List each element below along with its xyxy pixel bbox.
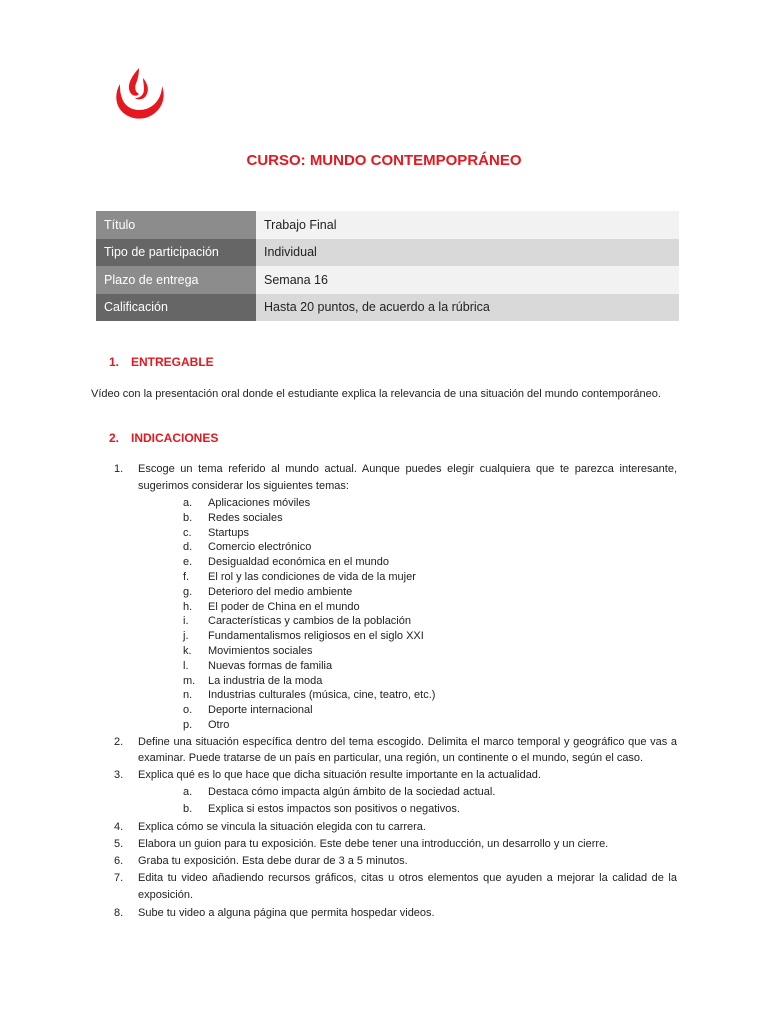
item-number: 4. (114, 820, 124, 833)
item-text: Explica qué es lo que hace que dicha situación resulte importante en la actualidad. (138, 768, 541, 781)
sub-text: Explica si estos impactos son positivos o negativos. (208, 802, 460, 815)
sublist-item (183, 801, 677, 818)
row-label: Plazo de entrega (96, 266, 256, 294)
sub-text: Desigualdad económica en el mundo (208, 556, 390, 569)
deliverable-description: Vídeo con la presentación oral donde el estudiante explica la relevancia de una situación del mundo contemporáneo. (91, 388, 661, 400)
item-number: 8. (114, 906, 124, 919)
sub-letter: c. (183, 526, 192, 539)
sub-letter: n. (183, 689, 193, 702)
sublist-item (183, 511, 677, 526)
sublist-item (183, 629, 677, 644)
sub-text: Industrias culturales (música, cine, teatro, etc.) (208, 689, 436, 702)
sublist-item (183, 526, 677, 541)
row-label: Calificación (96, 294, 256, 322)
university-logo (110, 64, 168, 122)
row-value: Hasta 20 puntos, de acuerdo a la rúbrica (256, 294, 679, 322)
sub-letter: l. (183, 659, 189, 672)
course-title: CURSO: MUNDO CONTEMPOPRÁNEO (246, 152, 522, 169)
sub-letter: o. (183, 704, 193, 717)
sub-letter: k. (183, 644, 192, 657)
item-number: 3. (114, 768, 124, 781)
item-text: Elabora un guion para tu exposición. Este debe tener una introducción, un desarrollo y un cierre. (138, 837, 609, 850)
sublist-item (183, 659, 677, 674)
assignment-info-table (96, 211, 679, 321)
item-text: Escoge un tema referido al mundo actual. Aunque puedes elegir cualquiera que te parezca interesante, sugerimos considerar los siguientes temas: (138, 463, 677, 492)
table-row (96, 211, 679, 239)
sub-text: Fundamentalismos religiosos en el siglo XXI (208, 630, 424, 643)
section-heading-entregable (109, 355, 214, 369)
sub-letter: j. (183, 630, 189, 643)
sublist-item (183, 784, 677, 801)
sub-letter: a. (183, 785, 193, 798)
table-row (96, 294, 679, 322)
sublist-item (183, 496, 677, 511)
sub-letter: p. (183, 718, 193, 731)
sublist-item (183, 718, 677, 733)
row-label: Tipo de participación (96, 239, 256, 267)
sub-text: Destaca cómo impacta algún ámbito de la sociedad actual. (208, 785, 496, 798)
sublist-item (183, 540, 677, 555)
item-number: 2. (114, 735, 124, 748)
list-item (114, 853, 677, 869)
list-item (114, 870, 677, 904)
row-value: Semana 16 (256, 266, 679, 294)
sublist-item (183, 614, 677, 629)
row-value: Individual (256, 239, 679, 267)
list-item (114, 905, 677, 921)
sublist-item (183, 600, 677, 615)
sublist-item (183, 570, 677, 585)
sub-steps (183, 784, 677, 818)
sub-letter: b. (183, 511, 193, 524)
sub-letter: b. (183, 802, 193, 815)
section-title: ENTREGABLE (131, 355, 214, 369)
sub-letter: f. (183, 570, 190, 583)
sub-text: Redes sociales (208, 511, 283, 524)
section-title: INDICACIONES (131, 431, 219, 445)
sublist-item (183, 688, 677, 703)
item-number: 7. (114, 871, 124, 884)
instructions-list (114, 461, 677, 922)
sub-text: Características y cambios de la población (208, 615, 411, 628)
list-item (114, 767, 677, 818)
sub-letter: i. (183, 615, 189, 628)
sub-letter: e. (183, 556, 193, 569)
sub-text: Deterioro del medio ambiente (208, 585, 353, 598)
sub-text: Nuevas formas de familia (208, 659, 333, 672)
section-heading-indicaciones (109, 431, 218, 445)
sub-text: Deporte internacional (208, 704, 313, 717)
sub-text: El rol y las condiciones de vida de la mujer (208, 570, 416, 583)
row-label: Título (96, 211, 256, 239)
item-text: Explica cómo se vincula la situación elegida con tu carrera. (138, 820, 426, 833)
table-row (96, 239, 679, 267)
item-text: Edita tu video añadiendo recursos gráficos, citas u otros elementos que ayuden a mejorar la calidad de la exposición. (138, 871, 677, 901)
list-item (114, 461, 677, 733)
sub-text: El poder de China en el mundo (208, 600, 360, 613)
list-item (114, 734, 677, 766)
sublist-item (183, 585, 677, 600)
sub-text: Otro (208, 718, 230, 731)
sub-text: Comercio electrónico (208, 541, 312, 554)
item-number: 6. (114, 854, 124, 867)
sub-text: La industria de la moda (208, 674, 323, 687)
item-text: Graba tu exposición. Esta debe durar de 3 a 5 minutos. (138, 854, 408, 867)
row-value: Trabajo Final (256, 211, 679, 239)
sub-letter: m. (183, 674, 196, 687)
sublist-item (183, 703, 677, 718)
sublist-item (183, 674, 677, 689)
sub-letter: a. (183, 497, 193, 509)
sub-letter: g. (183, 585, 193, 598)
item-number: 1. (114, 463, 124, 475)
item-text: Sube tu video a alguna página que permita hospedar videos. (138, 906, 435, 919)
section-number: 1. (109, 355, 120, 369)
section-number: 2. (109, 431, 120, 445)
item-number: 5. (114, 837, 124, 850)
item-text: Define una situación específica dentro del tema escogido. Delimita el marco temporal y geográfico que vas a examinar. Puede tratarse de un país en particular, una región, un continente o el mundo, según el caso. (138, 735, 677, 764)
sub-text: Movimientos sociales (208, 644, 313, 657)
table-row (96, 266, 679, 294)
topic-sublist (183, 496, 677, 733)
list-item (114, 836, 677, 852)
sub-letter: h. (183, 600, 193, 613)
sublist-item (183, 644, 677, 659)
list-item (114, 819, 677, 835)
sub-text: Startups (208, 526, 249, 539)
sub-letter: d. (183, 541, 193, 554)
sub-text: Aplicaciones móviles (208, 497, 311, 509)
sublist-item (183, 555, 677, 570)
